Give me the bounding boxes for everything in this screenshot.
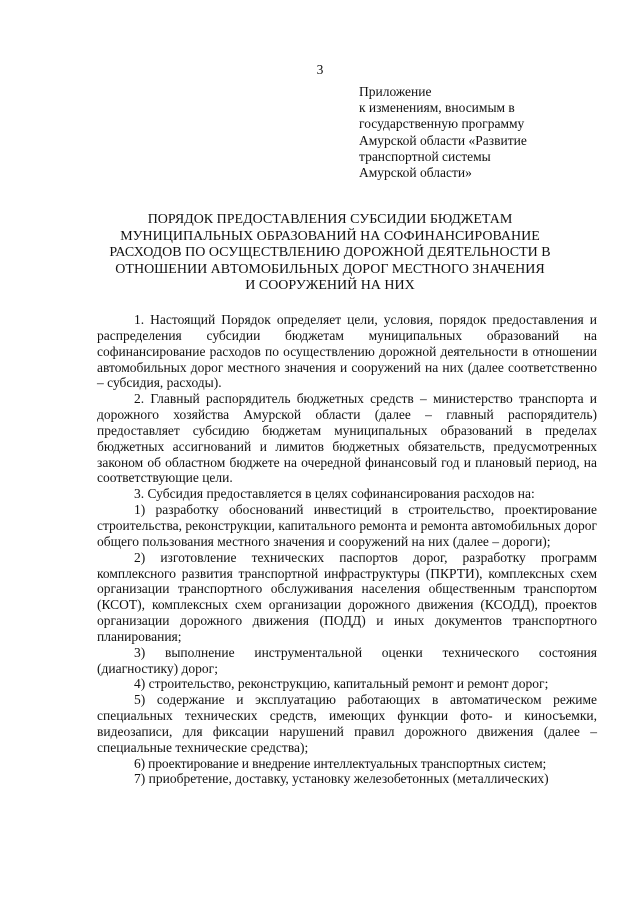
list-item-4: 4) строительство, реконструкцию, капитальный ремонт и ремонт дорог; — [134, 676, 549, 692]
paragraph-3: 3. Субсидия предоставляется в целях софинансирования расходов на: — [134, 486, 535, 502]
document-body — [97, 312, 597, 787]
appendix-note — [359, 84, 609, 181]
title-line: И СООРУЖЕНИЙ НА НИХ — [245, 278, 415, 293]
list-item-5: 5) содержание и эксплуатацию работающих в автоматическом режиме специальных технических средств, имеющих функции фото- и киносъемки, видеозаписи, для фиксации нарушений правил дорожного движения (далее – специальные технические средства); — [97, 692, 597, 755]
page-number: 3 — [316, 62, 324, 77]
appendix-line: транспортной системы — [359, 148, 491, 164]
appendix-line: Амурской области» — [359, 165, 472, 181]
list-item-3: 3) выполнение инструментальной оценки технического состояния (диагностику) дорог; — [97, 644, 597, 676]
list-item-6: 6) проектирование и внедрение интеллектуальных транспортных систем; — [134, 755, 547, 771]
paragraph-1: 1. Настоящий Порядок определяет цели, условия, порядок предоставления и распределения субсидии бюджетам муниципальных образований на софинансирование расходов по осуществлению дорожной деятельности в отношении автомобильных дорог местного значения и сооружений на них (далее соответственно – субсидия, расходы). — [97, 312, 597, 391]
title-line: МУНИЦИПАЛЬНЫХ ОБРАЗОВАНИЙ НА СОФИНАНСИРОВАНИЕ — [120, 228, 540, 244]
document-title — [60, 212, 600, 295]
appendix-line: к изменениям, вносимым в — [359, 100, 515, 116]
appendix-line: Амурской области «Развитие — [359, 132, 527, 148]
list-item-2: 2) изготовление технических паспортов дорог, разработку программ комплексного развития транспортной инфраструктуры (ПКРТИ), комплексных схем организации транспортного обслуживания населения общественным транспортом (КСОТ), комплексных схем организации дорожного движения (КСОДД), проектов организации дорожного движения (ПОДД) и иных документов транспортного планирования; — [97, 549, 597, 644]
appendix-line: государственную программу — [359, 116, 525, 132]
title-line: РАСХОДОВ ПО ОСУЩЕСТВЛЕНИЮ ДОРОЖНОЙ ДЕЯТЕЛЬНОСТИ В — [109, 245, 551, 260]
list-item-1: 1) разработку обоснований инвестиций в строительство, проектирование строительства, реконструкции, капитального ремонта и ремонта автомобильных дорог общего пользования местного значения и сооружений на них (далее – дороги); — [97, 502, 597, 549]
list-item-7: 7) приобретение, доставку, установку железобетонных (металлических) — [134, 771, 549, 787]
title-line: ПОРЯДОК ПРЕДОСТАВЛЕНИЯ СУБСИДИИ БЮДЖЕТАМ — [147, 212, 513, 227]
appendix-line: Приложение — [359, 84, 432, 99]
title-line: ОТНОШЕНИИ АВТОМОБИЛЬНЫХ ДОРОГ МЕСТНОГО ЗНАЧЕНИЯ — [115, 261, 545, 277]
paragraph-2: 2. Главный распорядитель бюджетных средств – министерство транспорта и дорожного хозяйства Амурской области (далее – главный распорядитель) предоставляет субсидию бюджетам муниципальных образований в пределах бюджетных ассигнований и лимитов бюджетных обязательств, предусмотренных законом об областном бюджете на очередной финансовый год и плановый период, на соответствующие цели. — [97, 391, 597, 486]
